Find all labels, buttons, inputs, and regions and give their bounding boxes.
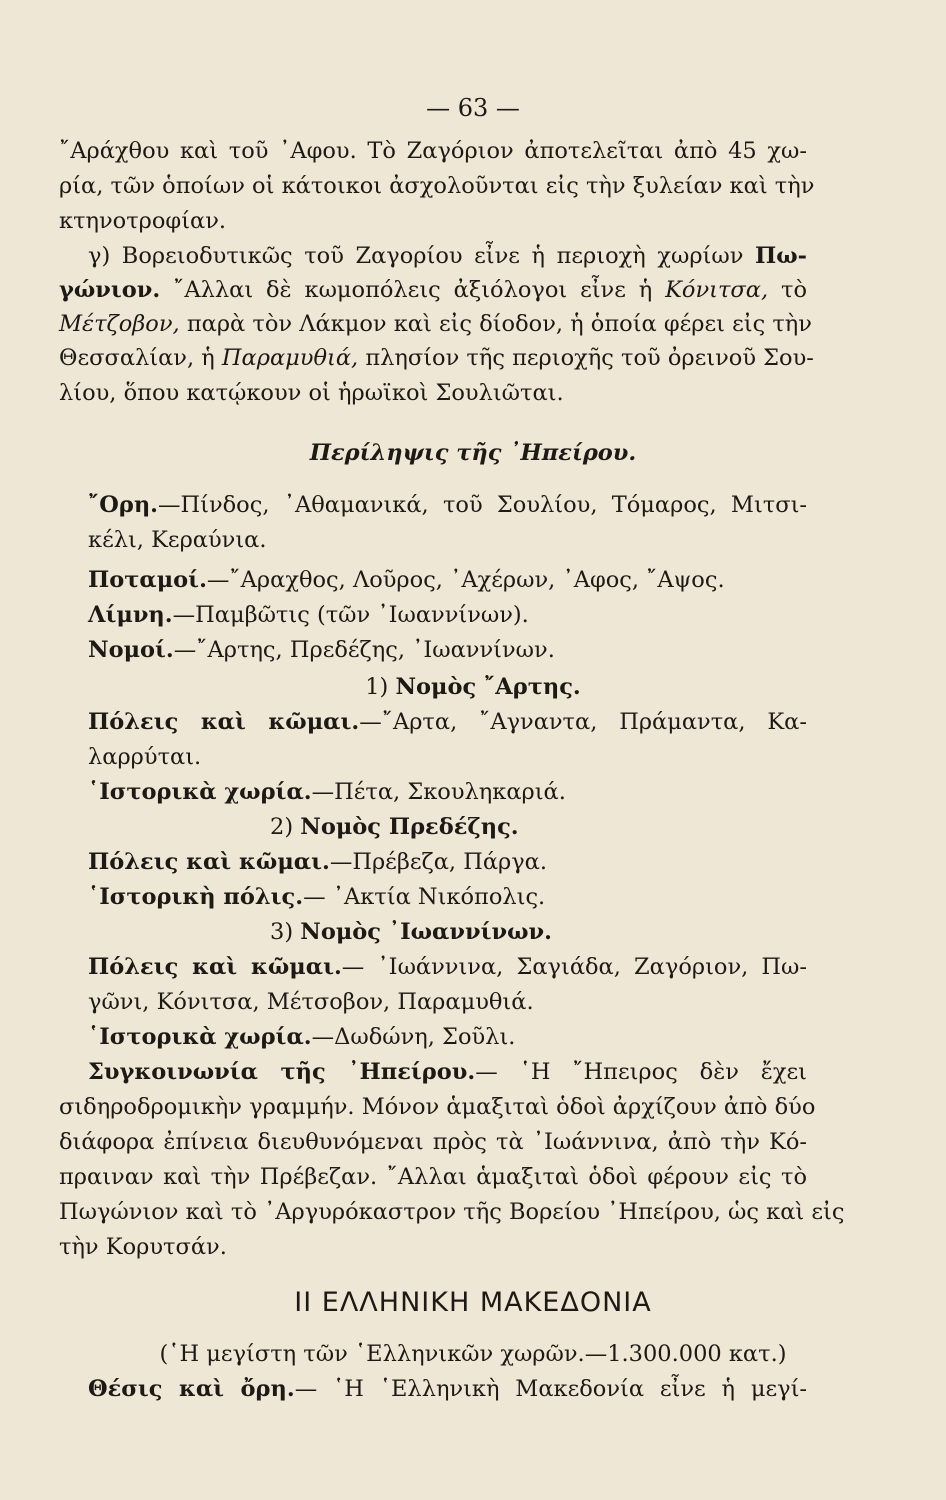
- text-line: κτηνοτροφίαν.: [59, 208, 227, 234]
- label-cities: Πόλεις καὶ κῶμαι.: [88, 849, 330, 875]
- label-historic: ῾Ιστορικὰ χωρία.: [88, 1024, 312, 1050]
- label-rivers: Ποταμοί.: [88, 567, 207, 593]
- text-line: γῶνι, Κόνιτσα, Μέτσοβον, Παραμυθιά.: [88, 989, 534, 1015]
- bold-term: Πω-: [755, 243, 808, 269]
- nomos-cities: [88, 707, 807, 737]
- text-segment: — ᾿Ακτία Νικόπολις.: [303, 884, 546, 910]
- text-segment: —῎Αρτα, ῎Αγναντα, Πράμαντα, Κα-: [359, 709, 807, 735]
- text-segment: Θεσσαλίαν, ἡ: [59, 345, 215, 371]
- label-historic: ῾Ιστορικὴ πόλις.: [88, 884, 304, 910]
- nomos-number: 1): [365, 674, 389, 700]
- text-segment: πλησίον τῆς περιοχῆς τοῦ ὀρεινοῦ Σου-: [365, 345, 814, 371]
- nomos-title: Νομὸς ᾿Ιωαννίνων.: [300, 919, 552, 945]
- text-line: τὴν Κορυτσάν.: [59, 1234, 227, 1260]
- text-line: Πωγώνιον καὶ τὸ ᾿Αργυρόκαστρον τῆς Βορείου ᾿Ηπείρου, ὡς καὶ εἰς: [59, 1199, 845, 1225]
- nomos-heading: [270, 917, 552, 947]
- text-segment: —Δωδώνη, Σοῦλι.: [311, 1024, 516, 1050]
- text-line: [59, 343, 814, 373]
- text-segment: —Παμβῶτις (τῶν ᾿Ιωαννίνων).: [172, 602, 529, 628]
- summary-rivers: [88, 565, 725, 595]
- nomos-title: Νομὸς Πρεδέζης.: [300, 814, 519, 840]
- nomos-title: Νομὸς ῎Αρτης.: [395, 674, 581, 700]
- nomos-historic: [88, 777, 566, 807]
- page-number: — 63 —: [426, 94, 520, 122]
- text-line: ῎Αράχθου καὶ τοῦ ᾿Αφου. Τὸ Ζαγόριον ἀποτελεῖται ἀπὸ 45 χω-: [59, 138, 807, 164]
- chapter-subtitle: (῾Η μεγίστη τῶν ῾Ελληνικῶν χωρῶν.—1.300.000 κατ.): [159, 1341, 787, 1367]
- text-line: σιδηροδρομικὴν γραμμήν. Μόνον ἁμαξιταὶ ὁδοὶ ἀρχίζουν ἀπὸ δύο: [59, 1094, 816, 1120]
- text-segment: — ῾Η ῎Ηπειρος δὲν ἔχει: [475, 1059, 807, 1085]
- nomos-historic: [88, 882, 545, 912]
- text-segment: —Πρέβεζα, Πάργα.: [329, 849, 548, 875]
- italic-term: Παραμυθιά,: [221, 345, 359, 371]
- nomos-heading: [270, 812, 519, 842]
- text-segment: τὸ: [781, 277, 807, 303]
- text-segment: —῎Αρτης, Πρεδέζης, ᾿Ιωαννίνων.: [173, 637, 555, 663]
- label-historic: ῾Ιστορικὰ χωρία.: [88, 779, 312, 805]
- chapter-title: II ΕΛΛΗΝΙΚΗ ΜΑΚΕΔΟΝΙΑ: [294, 1287, 652, 1318]
- italic-term: Κόνιτσα,: [665, 277, 769, 303]
- text-segment: —῎Αραχθος, Λοῦρος, ᾿Αχέρων, ᾿Αφος, ῎Αψος.: [206, 567, 725, 593]
- nomos-heading: [0, 672, 946, 702]
- text-line: λαρρύται.: [88, 744, 202, 770]
- text-line: λίου, ὅπου κατῴκουν οἱ ἡρωϊκοὶ Σουλιῶται.: [59, 380, 564, 406]
- section-heading: Περίληψις τῆς ᾿Ηπείρου.: [309, 440, 637, 466]
- text-segment: ῎Αλλαι δὲ κωμοπόλεις ἀξιόλογοι εἶνε ἡ: [173, 277, 653, 303]
- text-segment: —Πέτα, Σκουληκαριά.: [311, 779, 566, 805]
- text-line: ρία, τῶν ὁποίων οἱ κάτοικοι ἀσχολοῦνται εἰς τὴν ξυλείαν καὶ τὴν: [59, 173, 815, 199]
- text-line: [88, 241, 807, 271]
- text-segment: παρὰ τὸν Λάκμον καὶ εἰς δίοδον, ἡ ὁποία φέρει εἰς τὴν: [186, 311, 812, 337]
- bold-term: γώνιον.: [59, 277, 161, 303]
- nomos-historic: [88, 1022, 515, 1052]
- nomos-cities: [88, 847, 547, 877]
- label-cities: Πόλεις καὶ κῶμαι.: [88, 709, 360, 735]
- text-segment: —Πίνδος, ᾿Αθαμανικά, τοῦ Σουλίου, Τόμαρος, Μιτσι-: [158, 492, 807, 518]
- text-line: κέλι, Κεραύνια.: [88, 527, 267, 553]
- communication-line: [88, 1057, 807, 1087]
- nomos-cities: [88, 952, 807, 982]
- summary-lake: [88, 600, 529, 630]
- text-segment: — ᾿Ιωάννινα, Σαγιάδα, Ζαγόριον, Πω-: [341, 954, 807, 980]
- italic-term: Μέτζοβον,: [59, 311, 180, 337]
- text-line: [59, 309, 812, 339]
- text-line: διάφορα ἐπίνεια διευθυνόμεναι πρὸς τὰ ᾿Ιωάννινα, ἀπὸ τὴν Κό-: [59, 1129, 807, 1155]
- label-cities: Πόλεις καὶ κῶμαι.: [88, 954, 342, 980]
- text-line: πραιναν καὶ τὴν Πρέβεζαν. ῎Αλλαι ἁμαξιταὶ ὁδοὶ φέρουν εἰς τὸ: [59, 1164, 807, 1190]
- label-communication: Συγκοινωνία τῆς ᾿Ηπείρου.: [88, 1059, 476, 1085]
- nomos-number: 2): [270, 814, 294, 840]
- text-segment: — ῾Η ῾Ελληνικὴ Μακεδονία εἶνε ἡ μεγί-: [294, 1376, 807, 1402]
- label-prefectures: Νομοί.: [88, 637, 174, 663]
- label-lake: Λίμνη.: [88, 602, 173, 628]
- label-position: Θέσις καὶ ὄρη.: [88, 1376, 295, 1402]
- text-segment: γ) Βορειοδυτικῶς τοῦ Ζαγορίου εἶνε ἡ περιοχὴ χωρίων: [88, 243, 744, 269]
- summary-mountains: [88, 490, 807, 520]
- label-mountains: ῎Ορη.: [88, 492, 159, 518]
- text-line: [59, 275, 807, 305]
- summary-prefectures: [88, 635, 555, 665]
- nomos-number: 3): [270, 919, 294, 945]
- text-line: [88, 1374, 807, 1404]
